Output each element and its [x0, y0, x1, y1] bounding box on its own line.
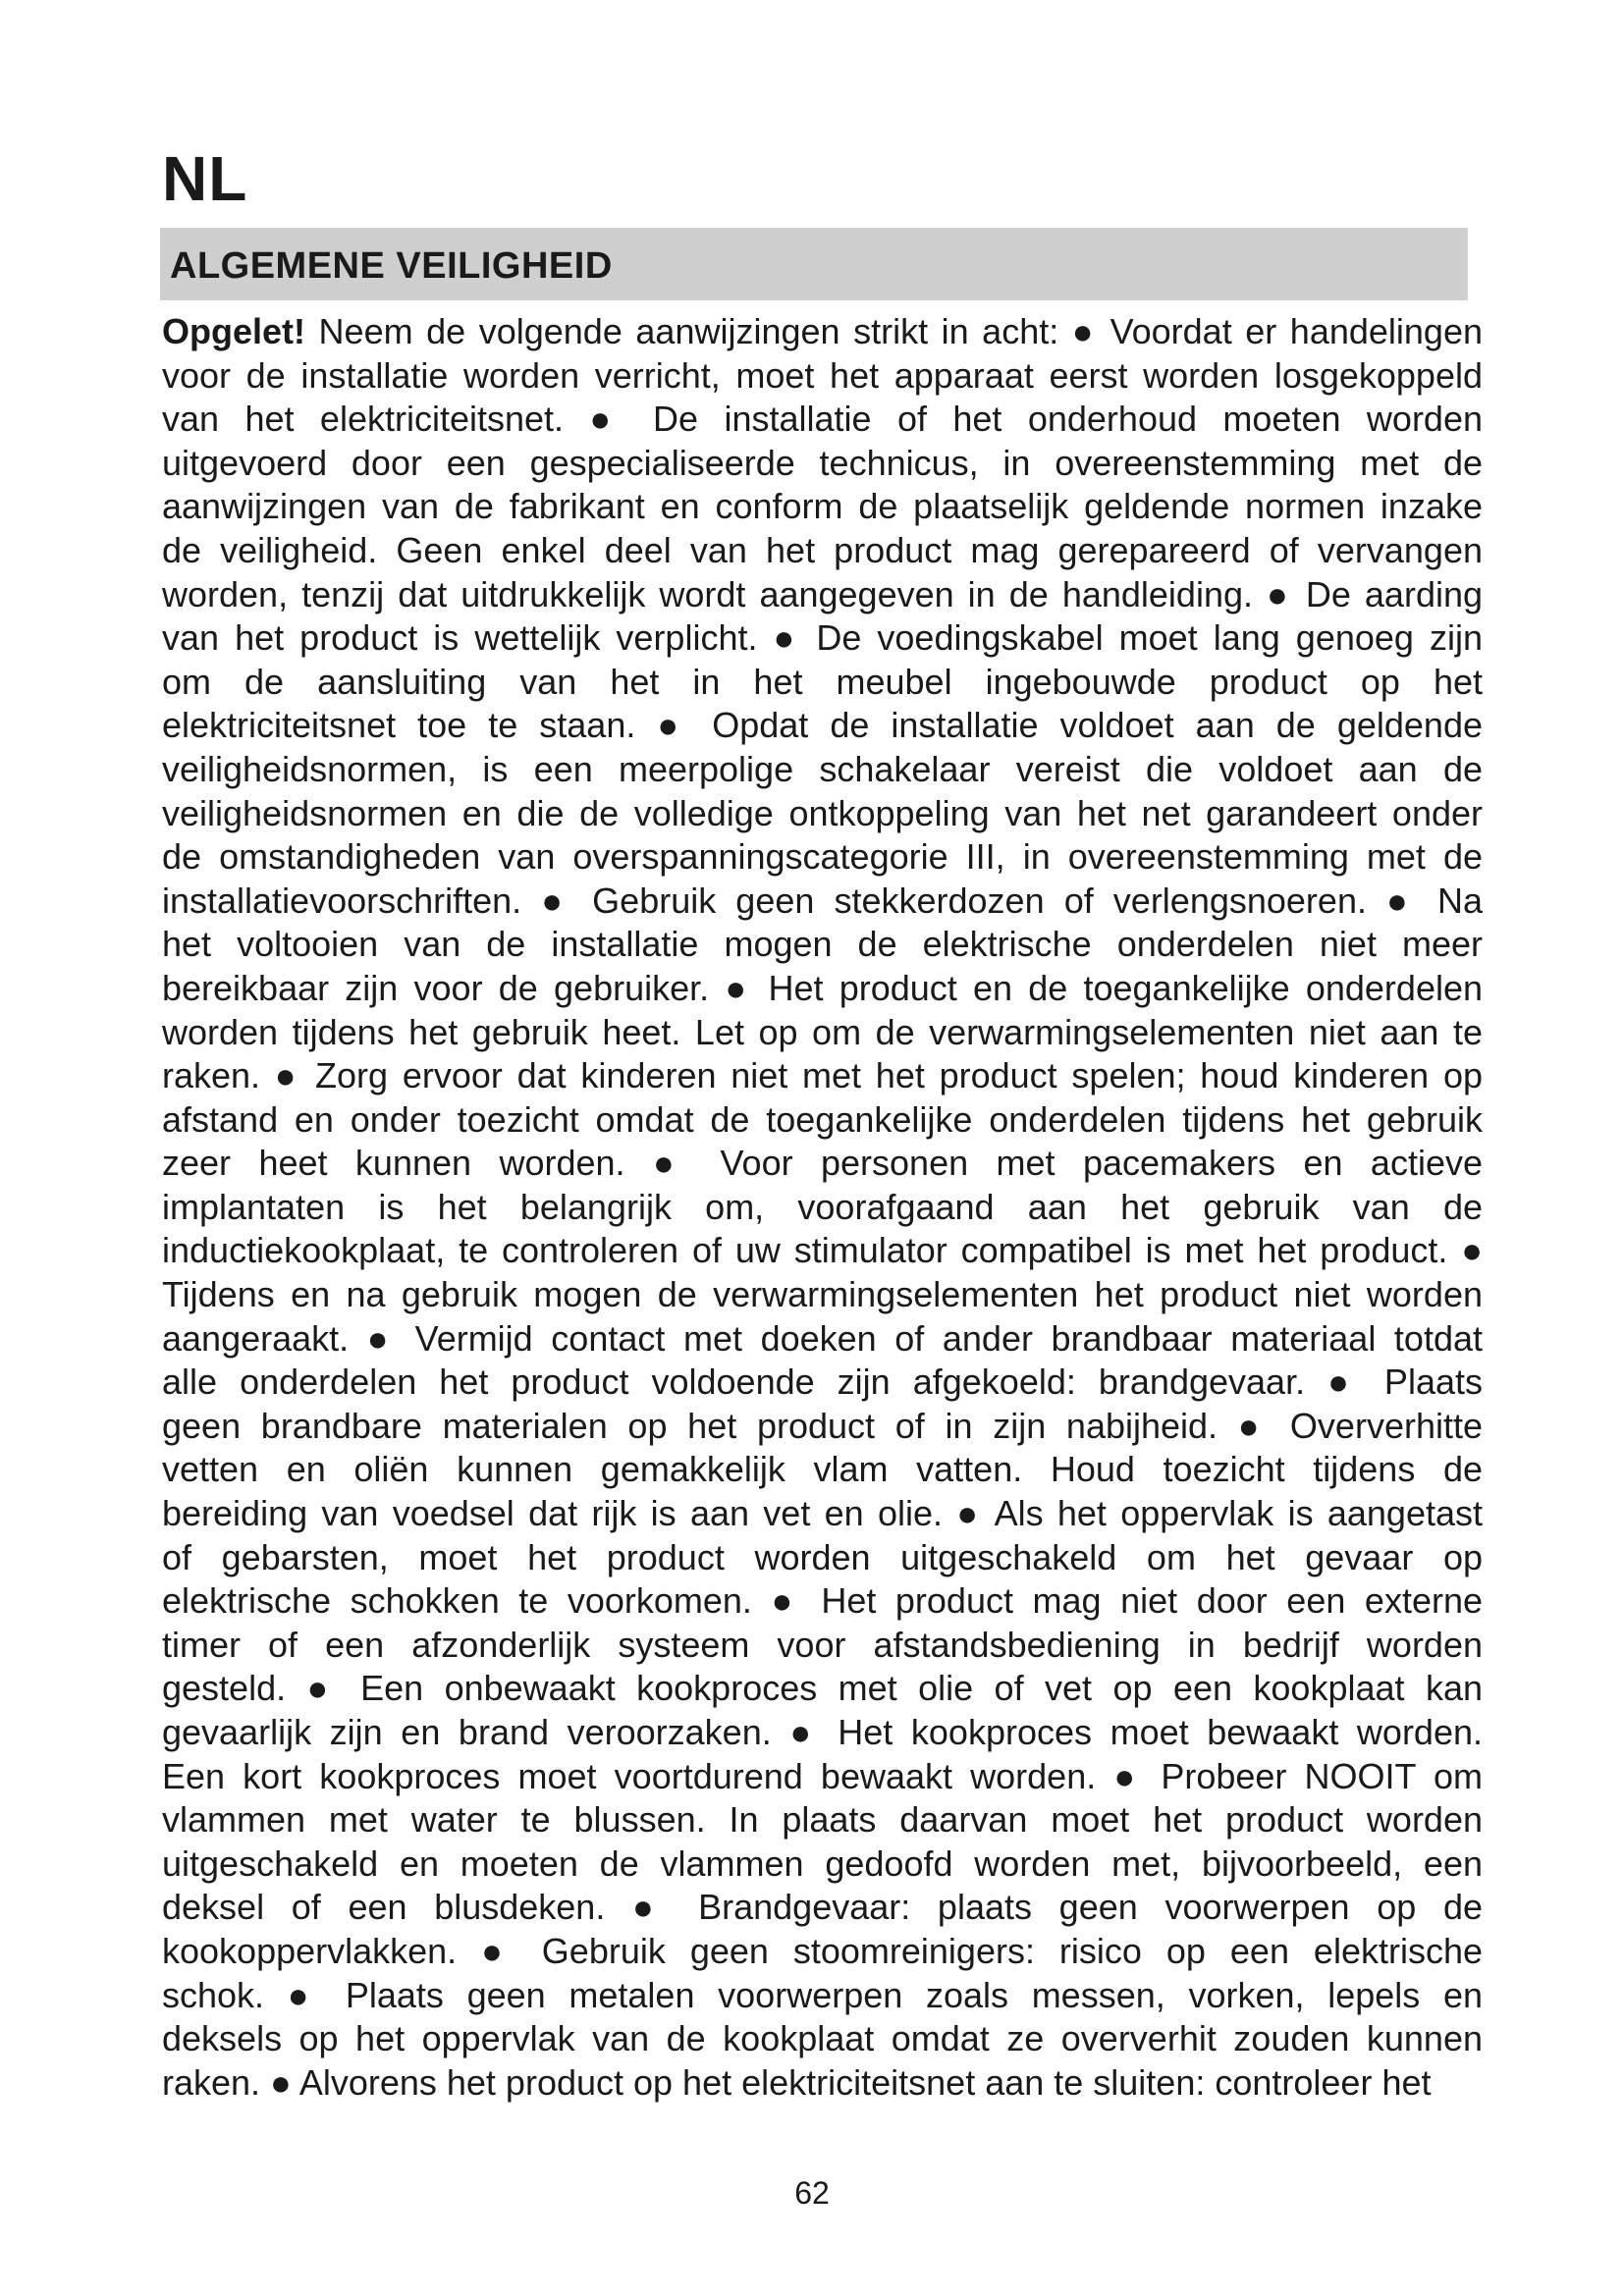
text-line-content: Neem de volgende aanwijzingen strikt in acht: ● Voordat er handelingen: [305, 311, 1483, 351]
text-line: de veiligheid. Geen enkel deel van het product mag gerepareerd of vervangen: [162, 529, 1483, 570]
text-line: elektriciteitsnet toe te staan. ● Opdat de installatie voldoet aan de geldende: [162, 705, 1483, 746]
text-line: raken. ● Alvorens het product op het elektriciteitsnet aan te sluiten: controleer het: [162, 2061, 1432, 2103]
text-line: installatievoorschriften. ● Gebruik geen stekkerdozen of verlengsnoeren. ● Na: [162, 880, 1483, 921]
text-line: of gebarsten, moet het product worden uitgeschakeld om het gevaar op: [162, 1536, 1483, 1577]
text-line: vlammen met water te blussen. In plaats daarvan moet het product worden: [162, 1799, 1483, 1841]
text-line: raken. ● Zorg ervoor dat kinderen niet met het product spelen; houd kinderen op: [162, 1055, 1483, 1096]
text-line: gevaarlijk zijn en brand veroorzaken. ● Het kookproces moet bewaakt worden.: [162, 1712, 1483, 1752]
section-header-bar: [160, 228, 1468, 300]
text-line: voor de installatie worden verricht, moet het apparaat eerst worden losgekoppeld: [162, 354, 1483, 396]
warning-lead: Opgelet!: [162, 311, 306, 351]
text-line: gesteld. ● Een onbewaakt kookproces met olie of vet op een kookplaat kan: [162, 1668, 1483, 1709]
text-line: uitgevoerd door een gespecialiseerde technicus, in overeenstemming met de: [162, 442, 1483, 483]
text-line: afstand en onder toezicht omdat de toegankelijke onderdelen tijdens het gebruik: [162, 1098, 1483, 1140]
text-line: aangeraakt. ● Vermijd contact met doeken of ander brandbaar materiaal totdat: [162, 1317, 1483, 1359]
text-line: zeer heet kunnen worden. ● Voor personen met pacemakers en actieve: [162, 1143, 1483, 1184]
text-line: veiligheidsnormen en die de volledige ontkoppeling van het net garandeert onder: [162, 792, 1483, 833]
text-line: deksels op het oppervlak van de kookplaat omdat ze oververhit zouden kunnen: [162, 2018, 1483, 2059]
text-line: alle onderdelen het product voldoende zijn afgekoeld: brandgevaar. ● Plaats: [162, 1362, 1483, 1403]
text-line: Een kort kookproces moet voortdurend bewaakt worden. ● Probeer NOOIT om: [162, 1755, 1483, 1796]
text-line: worden tijdens het gebruik heet. Let op om de verwarmingselementen niet aan te: [162, 1011, 1483, 1052]
text-line: de omstandigheden van overspanningscategorie III, in overeenstemming met de: [162, 836, 1483, 878]
safety-instructions-text: [162, 310, 1483, 2105]
text-line: veiligheidsnormen, is een meerpolige schakelaar vereist die voldoet aan de: [162, 748, 1483, 789]
text-line: Tijdens en na gebruik mogen de verwarmingselementen het product niet worden: [162, 1274, 1483, 1315]
language-code: NL: [162, 143, 248, 214]
text-line: geen brandbare materialen op het product of in zijn nabijheid. ● Oververhitte: [162, 1405, 1483, 1446]
text-line: bereiding van voedsel dat rijk is aan vet en olie. ● Als het oppervlak is aangetast: [162, 1493, 1483, 1534]
text-line: implantaten is het belangrijk om, voorafgaand aan het gebruik van de: [162, 1186, 1483, 1227]
text-line: kookoppervlakken. ● Gebruik geen stoomreinigers: risico op een elektrische: [162, 1930, 1483, 1971]
text-line: bereikbaar zijn voor de gebruiker. ● Het product en de toegankelijke onderdelen: [162, 967, 1483, 1008]
text-line: worden, tenzij dat uitdrukkelijk wordt aangegeven in de handleiding. ● De aarding: [162, 573, 1483, 614]
text-line: van het product is wettelijk verplicht. ● De voedingskabel moet lang genoeg zijn: [162, 617, 1483, 659]
text-line: aanwijzingen van de fabrikant en conform de plaatselijk geldende normen inzake: [162, 486, 1483, 527]
text-line: om de aansluiting van het in het meubel ingebouwde product op het: [162, 661, 1483, 702]
text-line: [162, 310, 1483, 354]
text-line: elektrische schokken te voorkomen. ● Het product mag niet door een externe: [162, 1580, 1483, 1622]
section-title: ALGEMENE VEILIGHEID: [170, 245, 613, 287]
text-line: het voltooien van de installatie mogen de elektrische onderdelen niet meer: [162, 924, 1483, 965]
text-line: deksel of een blusdeken. ● Brandgevaar: plaats geen voorwerpen op de: [162, 1887, 1483, 1928]
text-line: vetten en oliën kunnen gemakkelijk vlam vatten. Houd toezicht tijdens de: [162, 1449, 1483, 1490]
text-line: uitgeschakeld en moeten de vlammen gedoofd worden met, bijvoorbeeld, een: [162, 1842, 1483, 1884]
text-line: inductiekookplaat, te controleren of uw stimulator compatibel is met het product. ●: [162, 1230, 1483, 1271]
text-line: schok. ● Plaats geen metalen voorwerpen zoals messen, vorken, lepels en: [162, 1974, 1483, 2015]
page-number: 62: [794, 2175, 830, 2211]
text-line: timer of een afzonderlijk systeem voor afstandsbediening in bedrijf worden: [162, 1624, 1483, 1665]
text-line: van het elektriciteitsnet. ● De installatie of het onderhoud moeten worden: [162, 399, 1483, 440]
